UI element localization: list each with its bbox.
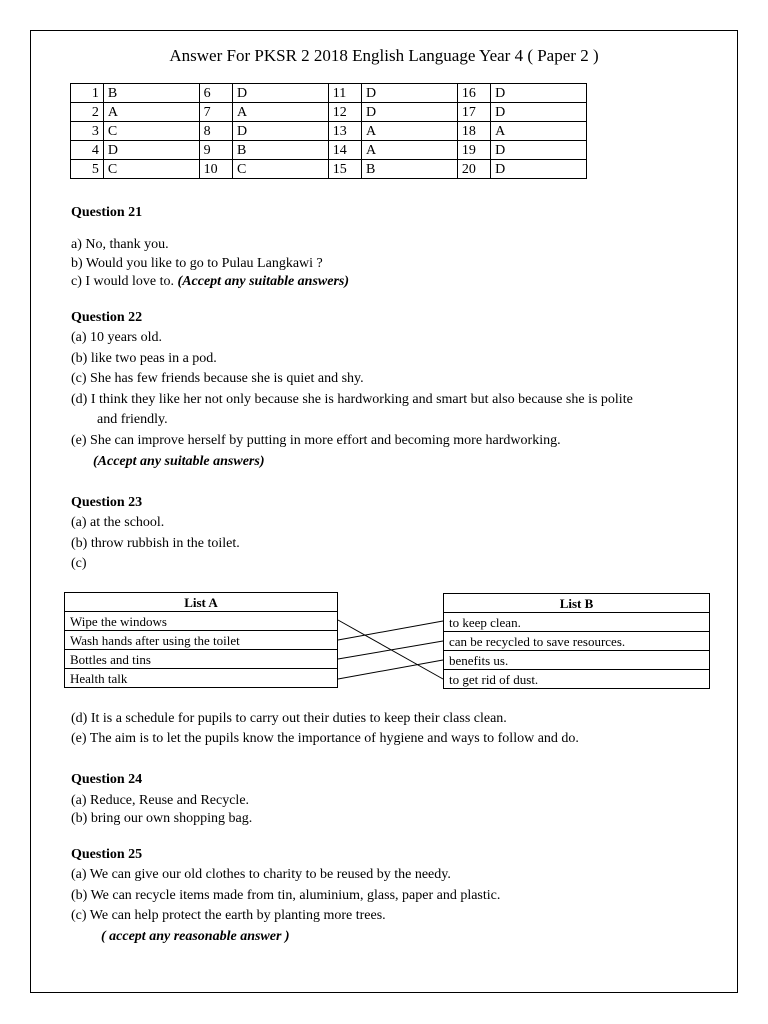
answer-letter: D	[232, 122, 328, 141]
question-number: 18	[457, 122, 490, 141]
question-number: 14	[328, 141, 361, 160]
q23-answer-e: (e) The aim is to let the pupils know the importance of hygiene and ways to follow and do.	[71, 731, 579, 746]
question-22-heading: Question 22	[71, 310, 143, 325]
q21-answer-b: b) Would you like to go to Pulau Langkawi ?	[71, 256, 323, 271]
answer-letter: D	[491, 84, 587, 103]
question-number: 13	[328, 122, 361, 141]
q23-answer-a: (a) at the school.	[71, 515, 165, 530]
question-number: 9	[199, 141, 232, 160]
question-number: 10	[199, 160, 232, 179]
question-number: 7	[199, 103, 232, 122]
q25-answer-a: (a) We can give our old clothes to charity to be reused by the needy.	[71, 867, 451, 882]
q25-answer-c: (c) We can help protect the earth by planting more trees.	[71, 908, 386, 923]
answer-letter: B	[362, 160, 458, 179]
q23-answer-d: (d) It is a schedule for pupils to carry out their duties to keep their class clean.	[71, 711, 507, 726]
q22-answer-a: (a) 10 years old.	[71, 330, 162, 345]
question-number: 15	[328, 160, 361, 179]
q25-accept-note: ( accept any reasonable answer )	[101, 929, 290, 944]
answer-letter: D	[491, 141, 587, 160]
answer-letter: D	[362, 84, 458, 103]
question-23-heading: Question 23	[71, 495, 143, 510]
answer-letter: A	[232, 103, 328, 122]
question-number: 8	[199, 122, 232, 141]
q22-answer-b: (b) like two peas in a pod.	[71, 351, 217, 366]
match-line-wash-to-clean	[338, 621, 443, 640]
q24-answer-b: (b) bring our own shopping bag.	[71, 811, 253, 826]
q23-answer-b: (b) throw rubbish in the toilet.	[71, 536, 240, 551]
answer-letter: C	[232, 160, 328, 179]
question-number: 17	[457, 103, 490, 122]
q22-answer-d: (d) I think they like her not only because she is hardworking and smart but also because she is polite	[71, 392, 633, 407]
list-a-item: Wash hands after using the toilet	[65, 631, 338, 650]
question-number: 19	[457, 141, 490, 160]
answer-letter: B	[232, 141, 328, 160]
match-line-health-to-benefits	[338, 660, 443, 679]
answer-letter: B	[103, 84, 199, 103]
q25-answer-b: (b) We can recycle items made from tin, aluminium, glass, paper and plastic.	[71, 888, 501, 903]
list-b-item: to keep clean.	[444, 613, 710, 632]
answer-letter: A	[103, 103, 199, 122]
q21-answer-c-text: c) I would love to.	[71, 274, 178, 289]
list-b-item: benefits us.	[444, 651, 710, 670]
q22-answer-c: (c) She has few friends because she is quiet and shy.	[71, 371, 364, 386]
page-title: Answer For PKSR 2 2018 English Language Year 4 ( Paper 2 )	[169, 46, 599, 65]
question-number: 5	[71, 160, 104, 179]
match-line-bottles-to-recycled	[338, 641, 443, 659]
q22-answer-d-continued: and friendly.	[97, 412, 168, 427]
answer-letter: D	[232, 84, 328, 103]
answer-letter: A	[362, 141, 458, 160]
question-number: 6	[199, 84, 232, 103]
q21-answer-a: a) No, thank you.	[71, 237, 169, 252]
answer-letter: C	[103, 160, 199, 179]
answer-letter: C	[103, 122, 199, 141]
answer-letter: A	[362, 122, 458, 141]
answer-letter: D	[491, 103, 587, 122]
question-number: 12	[328, 103, 361, 122]
list-b-item: to get rid of dust.	[444, 670, 710, 689]
question-number: 4	[71, 141, 104, 160]
question-number: 11	[328, 84, 361, 103]
list-b-header: List B	[444, 594, 710, 613]
answer-letter: D	[491, 160, 587, 179]
q22-answer-e: (e) She can improve herself by putting in more effort and becoming more hardworking.	[71, 433, 561, 448]
list-b-item: can be recycled to save resources.	[444, 632, 710, 651]
answer-letter: D	[362, 103, 458, 122]
answer-letter: D	[103, 141, 199, 160]
q24-answer-a: (a) Reduce, Reuse and Recycle.	[71, 793, 250, 808]
list-a-header: List A	[65, 593, 338, 612]
list-a-item: Bottles and tins	[65, 650, 338, 669]
q22-accept-note: (Accept any suitable answers)	[93, 454, 265, 469]
list-a-item: Health talk	[65, 669, 338, 688]
list-a-item: Wipe the windows	[65, 612, 338, 631]
question-number: 3	[71, 122, 104, 141]
q21-accept-note: (Accept any suitable answers)	[177, 274, 350, 289]
q23-answer-c: (c)	[71, 556, 87, 571]
question-number: 1	[71, 84, 104, 103]
question-number: 16	[457, 84, 490, 103]
question-number: 20	[457, 160, 490, 179]
question-24-heading: Question 24	[71, 772, 143, 787]
question-number: 2	[71, 103, 104, 122]
answer-letter: A	[491, 122, 587, 141]
question-25-heading: Question 25	[71, 847, 143, 862]
question-21-heading: Question 21	[71, 205, 143, 220]
